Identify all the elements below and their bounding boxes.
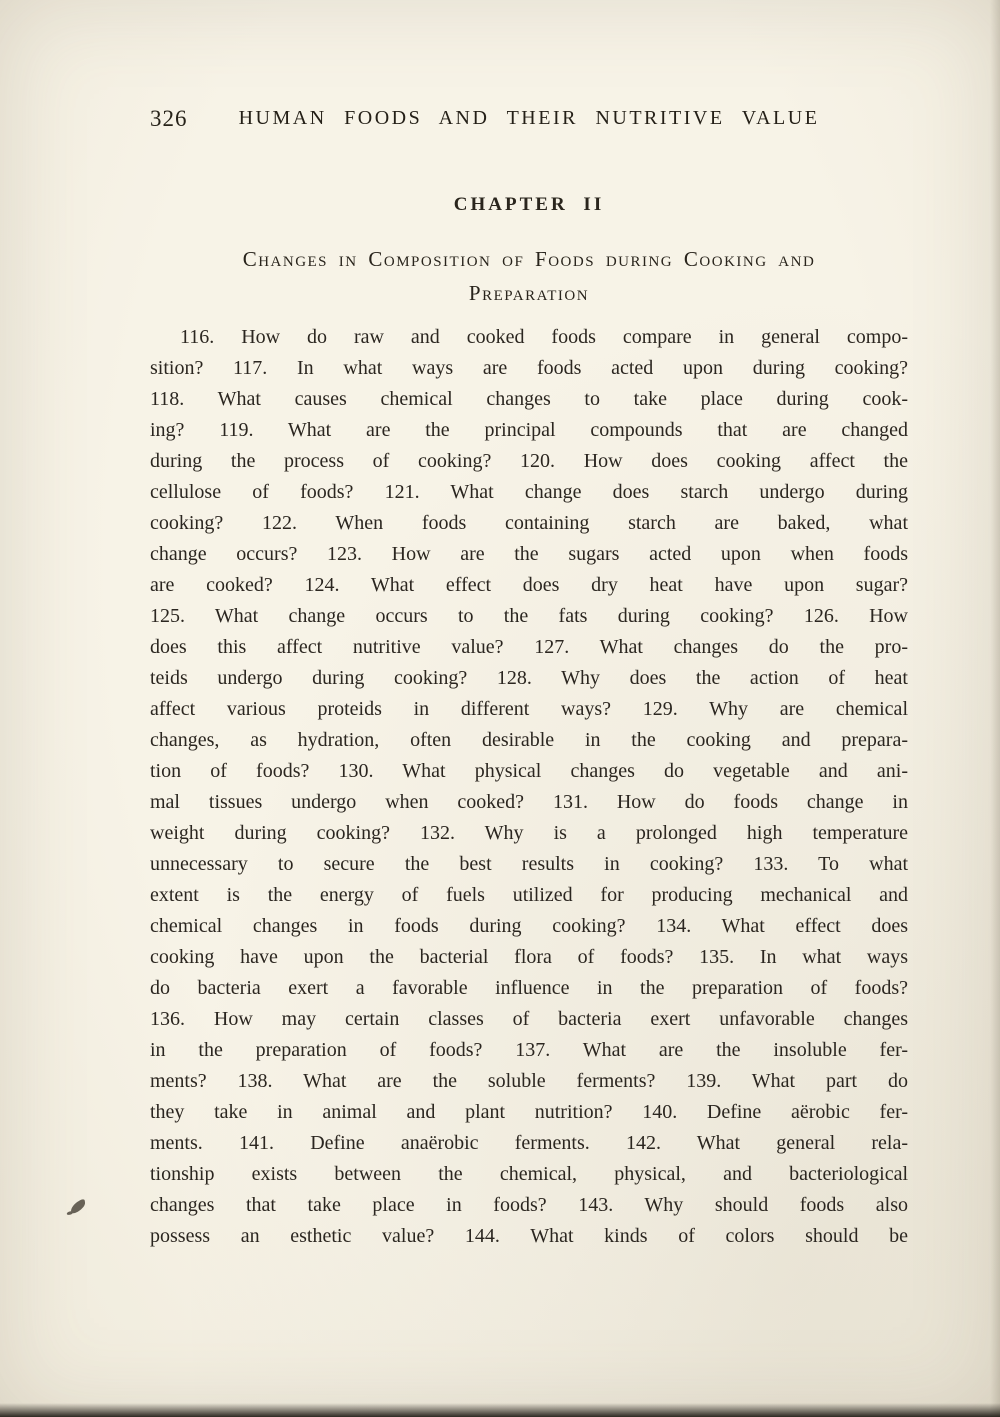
text-line: chemical changes in foods during cooking? 134. What effect does <box>150 915 908 937</box>
chapter-title-line2: Preparation <box>468 281 590 305</box>
text-line: tionship exists between the chemical, physical, and bacteriological <box>150 1163 908 1185</box>
text-line: changes, as hydration, often desirable in the cooking and prepara- <box>150 729 908 751</box>
text-line: are cooked? 124. What effect does dry heat have upon sugar? <box>150 574 908 596</box>
text-line: in the preparation of foods? 137. What are the insoluble fer- <box>150 1039 908 1061</box>
chapter-title-line1: Changes in Composition of Foods during Cooking and <box>242 247 816 271</box>
text-line: cooking? 122. When foods containing starch are baked, what <box>150 512 908 534</box>
body-text <box>150 322 908 1252</box>
scan-edge-shadow-right <box>990 0 1000 1417</box>
text-line: affect various proteids in different ways? 129. Why are chemical <box>150 698 908 720</box>
running-header <box>150 106 908 136</box>
text-line: 118. What causes chemical changes to take place during cook- <box>150 388 908 410</box>
text-line: ments. 141. Define anaërobic ferments. 142. What general rela- <box>150 1132 908 1154</box>
text-line: ing? 119. What are the principal compounds that are changed <box>150 419 908 441</box>
text-line: 136. How may certain classes of bacteria exert unfavorable changes <box>150 1008 908 1030</box>
text-line: 125. What change occurs to the fats during cooking? 126. How <box>150 605 908 627</box>
text-line: teids undergo during cooking? 128. Why does the action of heat <box>150 667 908 689</box>
text-line: mal tissues undergo when cooked? 131. How do foods change in <box>150 791 908 813</box>
chapter-label: CHAPTER II <box>453 194 605 215</box>
text-line: changes that take place in foods? 143. Why should foods also <box>150 1194 908 1216</box>
text-line: during the process of cooking? 120. How does cooking affect the <box>150 450 908 472</box>
text-line: extent is the energy of fuels utilized for producing mechanical and <box>150 884 908 906</box>
text-line: unnecessary to secure the best results in cooking? 133. To what <box>150 853 908 875</box>
text-line: they take in animal and plant nutrition? 140. Define aërobic fer- <box>150 1101 908 1123</box>
ink-smudge-icon <box>70 1198 85 1215</box>
text-line: possess an esthetic value? 144. What kinds of colors should be <box>150 1225 908 1247</box>
text-line: tion of foods? 130. What physical changes do vegetable and ani- <box>150 760 908 782</box>
text-line: cooking have upon the bacterial flora of foods? 135. In what ways <box>150 946 908 968</box>
text-line: change occurs? 123. How are the sugars acted upon when foods <box>150 543 908 565</box>
running-title: HUMAN FOODS AND THEIR NUTRITIVE VALUE <box>238 107 820 129</box>
text-line: do bacteria exert a favorable influence in the preparation of foods? <box>150 977 908 999</box>
chapter-title <box>150 242 908 310</box>
text-line: ments? 138. What are the soluble ferments? 139. What part do <box>150 1070 908 1092</box>
scan-edge-shadow-bottom <box>0 1403 1000 1417</box>
text-line: does this affect nutritive value? 127. What changes do the pro- <box>150 636 908 658</box>
page-number: 326 <box>150 106 188 131</box>
text-line: sition? 117. In what ways are foods acted upon during cooking? <box>150 357 908 379</box>
text-line: weight during cooking? 132. Why is a prolonged high temperature <box>150 822 908 844</box>
text-line: cellulose of foods? 121. What change does starch undergo during <box>150 481 908 503</box>
text-line: 116. How do raw and cooked foods compare in general compo- <box>180 326 908 348</box>
